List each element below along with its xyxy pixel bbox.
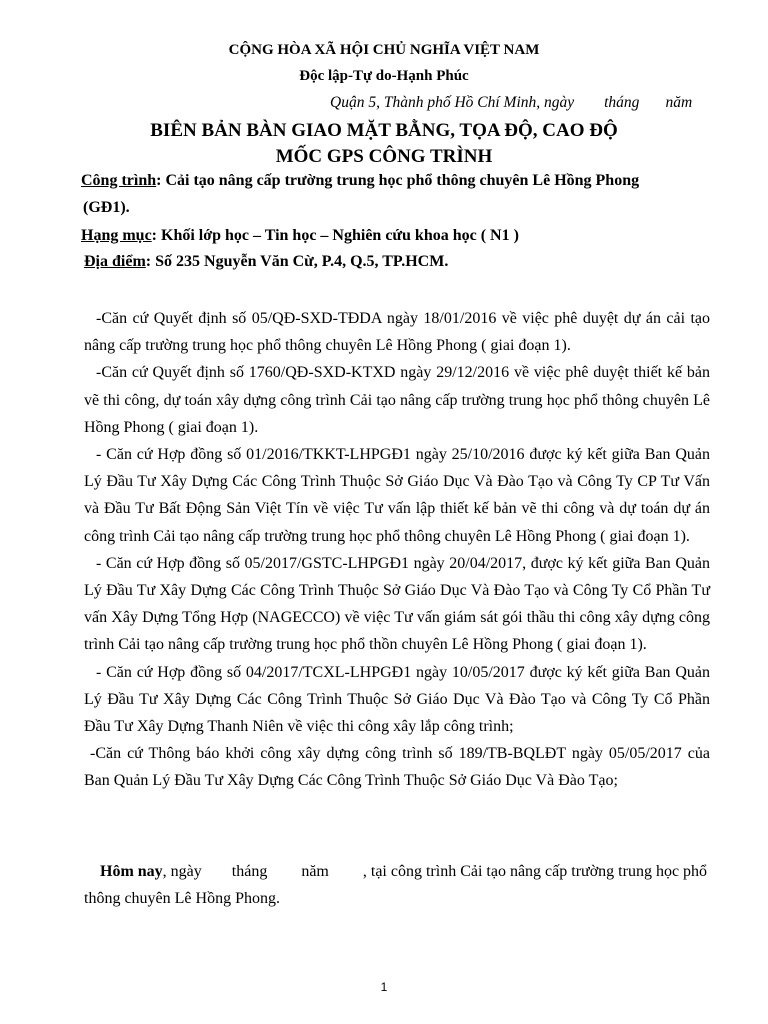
legal-basis-paragraph: - Căn cứ Hợp đồng số 05/2017/GSTC-LHPGĐ1 ngày 20/04/2017, được ký kết giữa Ban Quản Lý Đầu Tư Xây Dựng Các Công Trình Thuộc Sở Giáo Dục Và Đào Tạo và Công Ty Cổ Phần Tư vấn Xây Dựng Tổng Hợp (NAGECCO) về việc Tư vấn giám sát gói thầu thi công xây dựng công trình Cải tạo nâng cấp trường trung học phổ thồn chuyên Lê Hồng Phong ( giai đoạn 1). <box>84 554 710 654</box>
today-label: Hôm nay <box>100 863 163 880</box>
today-day: , ngày <box>162 863 202 880</box>
location-label: Địa điểm <box>84 253 146 270</box>
legal-basis-paragraph: - Căn cứ Hợp đồng số 01/2016/TKKT-LHPGĐ1 ngày 25/10/2016 được ký kết giữa Ban Quản Lý Đầu Tư Xây Dựng Các Công Trình Thuộc Sở Giáo Dục Và Đào Tạo và Công Ty CP Tư Vấn và Đầu Tư Bất Động Sản Việt Tín về việc Tư vấn lập thiết kế bản vẽ thi công và dự toán dự án công trình Cải tạo nâng cấp trường trung học phổ thông chuyên Lê Hồng Phong ( giai đoạn 1). <box>84 446 710 545</box>
legal-basis-paragraph: -Căn cứ Quyết định số 05/QĐ-SXD-TĐDA ngày 18/01/2016 về việc phê duyệt dự án cải tạo nâng cấp trường trung học phổ thông chuyên Lê Hồng Phong ( giai đoạn 1). <box>84 310 710 355</box>
legal-basis-paragraph: -Căn cứ Quyết định số 1760/QĐ-SXD-KTXD ngày 29/12/2016 về việc phê duyệt thiết kế bản vẽ thi công, dự toán xây dựng công trình Cải tạo nâng cấp trường trung học phổ thông chuyên Lê Hồng Phong ( giai đoạn 1). <box>84 364 710 436</box>
today-year: năm <box>301 863 329 880</box>
project-line <box>81 172 639 190</box>
location-value: : Số 235 Nguyễn Văn Cừ, P.4, Q.5, TP.HCM. <box>145 253 449 270</box>
today-rest: , tại công trình Cải tạo nâng cấp trường trung học phổ thông chuyên Lê Hồng Phong. <box>84 863 708 908</box>
project-value: : Cải tạo nâng cấp trường trung học phổ thông chuyên Lê Hồng Phong <box>156 172 640 189</box>
national-motto: Độc lập-Tự do-Hạnh Phúc <box>299 68 469 84</box>
document-title-line1: BIÊN BẢN BÀN GIAO MẶT BẰNG, TỌA ĐỘ, CAO ĐỘ <box>150 120 618 141</box>
today-month: tháng <box>231 863 268 880</box>
work-item-label: Hạng mục <box>81 227 152 244</box>
page-number: 1 <box>380 980 388 994</box>
legal-basis-paragraph: - Căn cứ Hợp đồng số 04/2017/TCXL-LHPGĐ1 ngày 10/05/2017 được ký kết giữa Ban Quản Lý Đầu Tư Xây Dựng Các Công Trình Thuộc Sở Giáo Dục Và Đào Tạo và Công Ty Cổ Phần Đầu Tư Xây Dựng Thanh Niên về việc thi công xây lắp công trình; <box>84 663 710 736</box>
work-item-value: : Khối lớp học – Tin học – Nghiên cứu khoa học ( N1 ) <box>151 227 519 244</box>
document-title-line2: MỐC GPS CÔNG TRÌNH <box>275 146 493 167</box>
project-label: Công trình <box>81 172 157 189</box>
date-place: Quận 5, Thành phố Hồ Chí Minh, ngày <box>330 94 575 111</box>
date-line <box>330 94 692 112</box>
date-year: năm <box>665 94 693 111</box>
location-line <box>84 253 448 271</box>
legal-basis-paragraph: -Căn cứ Thông báo khởi công xây dựng công trình số 189/TB-BQLĐT ngày 05/05/2017 của Ban Quản Lý Đầu Tư Xây Dựng Các Công Trình Thuộc Sở Giáo Dục Và Đào Tạo; <box>84 745 710 790</box>
legal-basis-list <box>84 305 710 795</box>
date-month: tháng <box>604 94 640 111</box>
work-item-line <box>81 227 519 245</box>
today-paragraph <box>84 858 710 912</box>
project-line-continued: (GĐ1). <box>83 199 130 216</box>
national-title: CỘNG HÒA XÃ HỘI CHỦ NGHĨA VIỆT NAM <box>228 42 540 58</box>
